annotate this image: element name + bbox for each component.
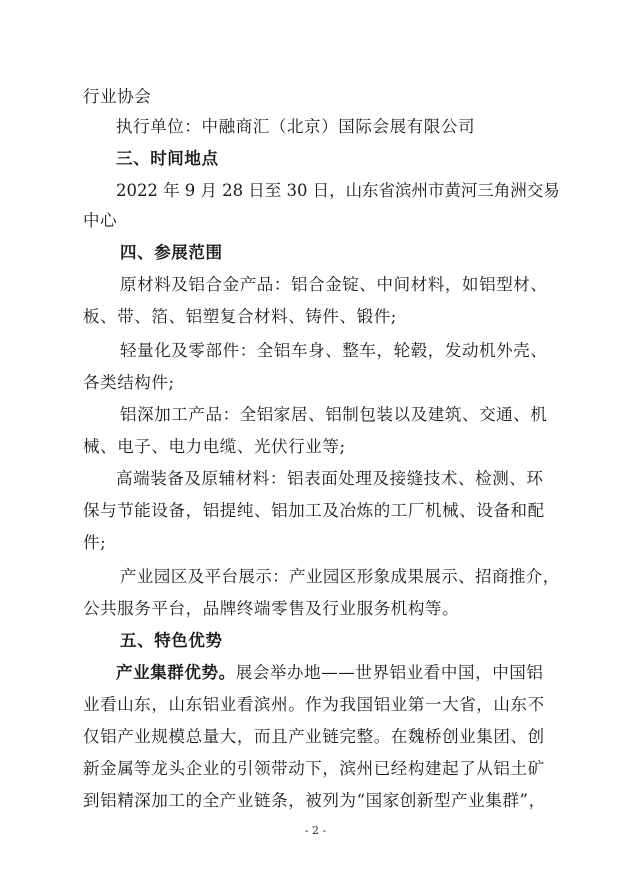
section-heading-advantages: 五、特色优势: [120, 631, 223, 650]
text-line: [116, 662, 544, 684]
section-heading-time-place: 三、时间地点: [116, 149, 219, 168]
text-line: 各类结构件;: [83, 373, 175, 392]
text-line: 业看山东，山东铝业看滨州。作为我国铝业第一大省，山东不: [83, 695, 545, 714]
text-line: 板、带、箔、铝塑复合材料、铸件、锻件;: [83, 307, 397, 326]
text-line: 产业园区及平台展示：产业园区形象成果展示、招商推介，: [120, 567, 560, 586]
text-line: 到铝精深加工的全产业链条，被列为“国家创新型产业集群”，: [83, 791, 546, 810]
text-line: 高端装备及原辅材料：铝表面处理及接缝技术、检测、环: [116, 469, 544, 488]
text-line: 公共服务平台，品牌终端零售及行业服务机构等。: [83, 599, 460, 618]
text-run: 展会举办地——世界铝业看中国，中国铝: [235, 663, 544, 682]
text-line: 2022 年 9 月 28 日至 30 日，山东省滨州市黄河三角洲交易: [116, 181, 560, 200]
text-line: 行业协会: [83, 87, 152, 106]
text-line: 新金属等龙头企业的引领带动下，滨州已经构建起了从铝土矿: [83, 759, 545, 778]
text-line: 铝深加工产品：全铝家居、铝制包装以及建筑、交通、机: [120, 405, 548, 424]
text-line: 中心: [83, 211, 118, 230]
text-line: 仅铝产业规模总量大，而且产业链完整。在魏桥创业集团、创: [83, 727, 545, 746]
text-line: 械、电子、电力电缆、光伏行业等;: [83, 437, 346, 456]
text-line: 保与节能设备，铝提纯、铝加工及冶炼的工厂机械、设备和配: [83, 501, 545, 520]
text-line: 件;: [83, 533, 107, 552]
text-line: 原材料及铝合金产品：铝合金锭、中间材料，如铝型材、: [120, 275, 548, 294]
page-number: - 2 -: [304, 824, 327, 837]
text-line: 轻量化及零部件：全铝车身、整车，轮毂，发动机外壳、: [120, 341, 548, 360]
text-line: 执行单位：中融商汇（北京）国际会展有限公司: [116, 117, 476, 136]
section-heading-scope: 四、参展范围: [120, 243, 223, 262]
bold-lead-phrase: 产业集群优势。: [116, 663, 236, 682]
